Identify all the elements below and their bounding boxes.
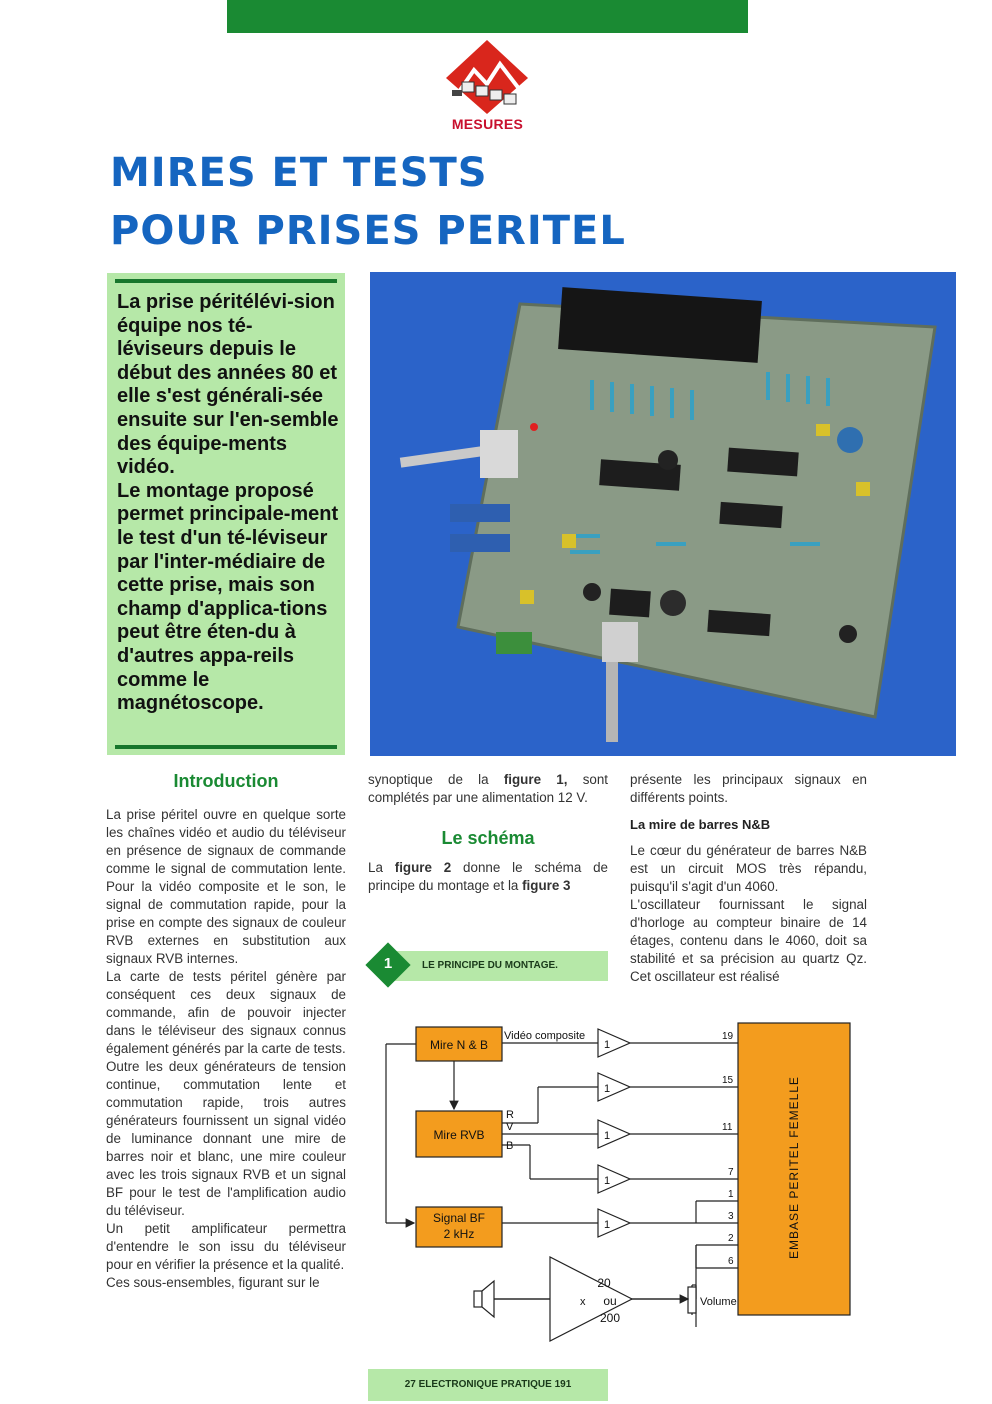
figure-ref: figure 3 (522, 878, 571, 893)
page-footer (368, 1369, 608, 1401)
body-paragraph (368, 771, 608, 807)
block-signal-bf: Signal BF (432, 1211, 486, 1225)
pin-number: 1 (728, 1189, 734, 1200)
lead-bottom-rule (115, 745, 337, 749)
body-paragraph: présente les principaux signaux en différents points. (630, 772, 867, 805)
top-color-bar (227, 0, 748, 33)
subheading-mire-nb: La mire de barres N&B (630, 817, 771, 832)
figure-ref: figure 1, (503, 772, 568, 787)
column-1 (106, 772, 346, 1292)
body-paragraph: Ces sous-ensembles, figurant sur le (106, 1275, 320, 1290)
rvb-letter: R (506, 1109, 514, 1121)
block-diagram-figure-1 (370, 1015, 860, 1347)
body-paragraph: L'oscillateur fournissant le signal d'horloge au compteur binaire de 14 étages, contenu dans le 4060, doit sa stabilité et sa précision au quartz Qz. Cet oscillateur est réalisé (630, 897, 867, 984)
buffer-gain: 1 (604, 1130, 611, 1142)
lead-text (117, 291, 339, 716)
lead-top-rule (115, 279, 337, 283)
text-run: synoptique de la (368, 772, 504, 787)
title-line-2: POUR PRISES PERITEL (110, 208, 626, 254)
section-rubric: MESURES (451, 116, 524, 132)
buffer-gain: 1 (604, 1039, 611, 1051)
body-paragraph: Un petit amplificateur permettra d'entendre le son issu du téléviseur pour en vérifier la présence et la qualité. (106, 1221, 346, 1272)
buffer-gain: 1 (604, 1219, 611, 1231)
figure-1-heading (368, 946, 608, 988)
rvb-letter: V (506, 1121, 514, 1133)
text-run: sont complétés par une alimentation 12 V. (368, 772, 609, 805)
buffer-gain: 1 (604, 1083, 611, 1095)
column-3 (630, 771, 867, 986)
body-paragraph: Le cœur du générateur de barres N&B est un circuit MOS très répandu, puisqu'il s'agit d'un 4060. (630, 843, 867, 894)
body-paragraph: La prise péritel ouvre en quelque sorte les chaînes vidéo et audio du téléviseur en présence de signaux de commande comme le signal de commutation lente. Pour la vidéo composite et le son, le signal de commutation rapide, pour la prise en compte des signaux de couleur RVB externes en substitution aux signaux RVB internes. (106, 807, 346, 966)
figure-caption: LE PRINCIPE DU MONTAGE. (422, 960, 558, 971)
video-composite-label: Vidéo composite (504, 1030, 586, 1042)
amp-or: ou (603, 1294, 617, 1308)
block-signal-bf-frequency: 2 kHz (443, 1227, 475, 1241)
mesures-logo (440, 38, 535, 116)
connector-label: EMBASE PERITEL FEMELLE (787, 1076, 801, 1259)
amp-gain-20: 20 (597, 1276, 611, 1290)
text-run: La (368, 860, 395, 875)
lead-paragraph: Le montage proposé permet principale-ment le test d'un té-léviseur par l'inter-médiaire de cette prise, mais son champ d'applica-tions peut être éten-du à d'autres appa-reils comme le magnétoscope. (117, 479, 339, 715)
body-paragraph: Outre les deux générateurs de tension continue, commutation lente et commutation rapide, trois autres générateurs fournissent un signal vidéo de luminance donnant une mire de barres noir et blanc, une mire couleur avec les trois signaux RVB et un signal BF pour le test de l'amplification audio du téléviseur. (106, 1059, 346, 1218)
block-mire-rvb: Mire RVB (433, 1128, 485, 1142)
pin-number: 7 (728, 1167, 734, 1178)
lead-box (107, 273, 345, 755)
pin-number: 2 (728, 1233, 734, 1244)
circuit-board-photo (370, 272, 956, 756)
section-heading-schema: Le schéma (441, 828, 535, 848)
pin-number: 19 (722, 1031, 734, 1042)
figure-ref: figure 2 (394, 860, 452, 875)
article-title (110, 144, 810, 260)
amp-gain-200: 200 (599, 1311, 621, 1325)
amp-multiply: x (580, 1296, 586, 1308)
body-paragraph (368, 859, 608, 895)
pin-number: 3 (728, 1211, 734, 1222)
text-run: donne le schéma de principe du montage et la (368, 860, 608, 893)
pin-number: 15 (722, 1075, 734, 1086)
body-paragraph: La carte de tests péritel génère par conséquent ces deux signaux de commande, afin de pouvoir injecter dans le téléviseur des signaux connus également générés par la carte de tests. (106, 969, 346, 1056)
block-mire-nb: Mire N & B (429, 1038, 489, 1052)
column-2 (368, 771, 608, 895)
volume-label: Volume (700, 1296, 737, 1308)
figure-number: 1 (383, 955, 393, 972)
pin-number: 11 (722, 1122, 733, 1133)
pin-number: 6 (728, 1256, 734, 1267)
lead-paragraph: La prise péritélévi-sion équipe nos té-léviseurs depuis le début des années 80 et elle s'est générali-sée ensuite sur l'en-semble des équipe-ments vidéo. (117, 291, 339, 479)
title-line-1: MIRES ET TESTS (110, 150, 488, 196)
footer-text: 27 ELECTRONIQUE PRATIQUE 191 (404, 1379, 572, 1390)
section-heading-introduction: Introduction (173, 771, 279, 791)
buffer-gain: 1 (604, 1175, 611, 1187)
rvb-letter: B (506, 1140, 514, 1152)
